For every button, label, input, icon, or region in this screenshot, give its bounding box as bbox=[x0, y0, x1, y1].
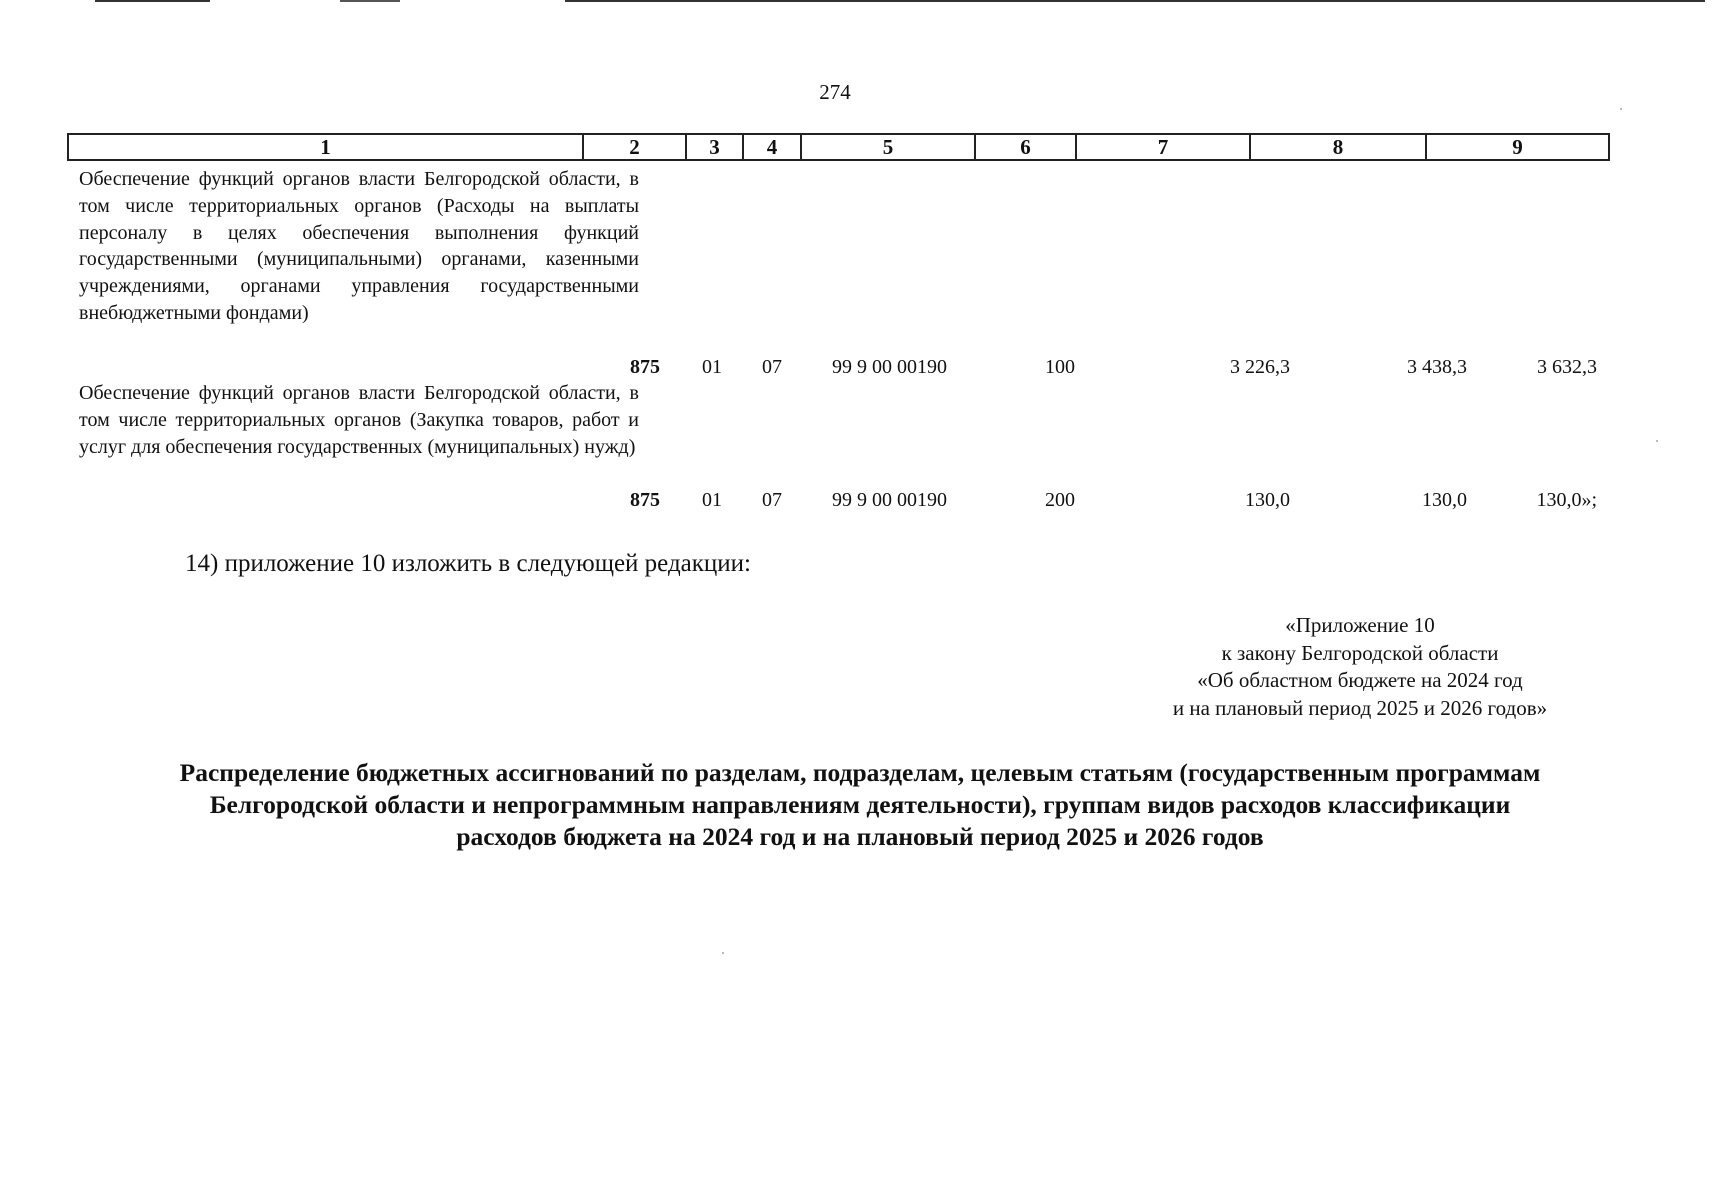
top-border-fragment bbox=[340, 0, 400, 2]
column-header: 3 bbox=[686, 134, 743, 160]
cell-subsection: 07 bbox=[762, 356, 782, 379]
cell-expense-type: 100 bbox=[1045, 356, 1075, 379]
cell-target-article: 99 9 00 00190 bbox=[832, 489, 947, 512]
appendix-line: «Об областном бюджете на 2024 год bbox=[1197, 668, 1523, 692]
scan-speck bbox=[1620, 108, 1622, 110]
column-header: 7 bbox=[1076, 134, 1250, 160]
column-header-table bbox=[67, 133, 1610, 161]
title-line: Белгородской области и непрограммным направлениям деятельности), группам видов расходов классификации bbox=[209, 790, 1511, 819]
cell-target-article: 99 9 00 00190 bbox=[832, 356, 947, 379]
table-row bbox=[67, 380, 1608, 514]
row-description: Обеспечение функций органов власти Белгородской области, в том числе территориальных органов (Расходы на выплаты персоналу в целях обеспечения выполнения функций государственными (муниципальными) органами, казенными учреждениями, органами управления государственными внебюджетными фондами) bbox=[79, 168, 639, 324]
top-border-fragment bbox=[95, 0, 210, 2]
amendment-instruction: 14) приложение 10 изложить в следующей редакции: bbox=[185, 550, 751, 577]
title-line: расходов бюджета на 2024 год и на плановый период 2025 и 2026 годов bbox=[456, 822, 1264, 851]
document-title bbox=[40, 757, 1680, 853]
cell-ministry-code: 875 bbox=[630, 356, 660, 379]
page-number: 274 bbox=[819, 80, 851, 104]
title-line: Распределение бюджетных ассигнований по разделам, подразделам, целевым статьям (государственным программам bbox=[179, 758, 1541, 787]
column-header: 4 bbox=[743, 134, 801, 160]
column-header: 6 bbox=[975, 134, 1076, 160]
cell-amount-2024: 3 226,3 bbox=[1230, 356, 1290, 379]
column-header-row bbox=[68, 134, 1609, 160]
column-header: 1 bbox=[68, 134, 583, 160]
top-border-fragment bbox=[565, 0, 1705, 2]
scan-speck bbox=[722, 952, 724, 954]
cell-subsection: 07 bbox=[762, 489, 782, 512]
appendix-line: к закону Белгородской области bbox=[1221, 640, 1499, 665]
cell-expense-type: 200 bbox=[1045, 489, 1075, 512]
column-header: 5 bbox=[801, 134, 975, 160]
cell-amount-2025: 130,0 bbox=[1422, 489, 1467, 512]
cell-amount-2026: 3 632,3 bbox=[1537, 356, 1597, 379]
cell-ministry-code: 875 bbox=[630, 489, 660, 512]
cell-amount-2025: 3 438,3 bbox=[1407, 356, 1467, 379]
cell-amount-2026: 130,0»; bbox=[1536, 489, 1597, 512]
appendix-line: «Приложение 10 bbox=[1285, 613, 1435, 637]
column-header: 8 bbox=[1250, 134, 1426, 160]
cell-section: 01 bbox=[702, 356, 722, 379]
column-header: 2 bbox=[583, 134, 686, 160]
cell-section: 01 bbox=[702, 489, 722, 512]
appendix-line: и на плановый период 2025 и 2026 годов» bbox=[1172, 695, 1548, 720]
table-row bbox=[67, 166, 1608, 381]
column-header: 9 bbox=[1426, 134, 1609, 160]
scan-speck bbox=[1656, 440, 1658, 442]
cell-amount-2024: 130,0 bbox=[1245, 489, 1290, 512]
row-description: Обеспечение функций органов власти Белгородской области, в том числе территориальных органов (Закупка товаров, работ и услуг для обеспечения государственных (муниципальных) нужд) bbox=[79, 382, 639, 458]
appendix-reference bbox=[1080, 612, 1640, 722]
